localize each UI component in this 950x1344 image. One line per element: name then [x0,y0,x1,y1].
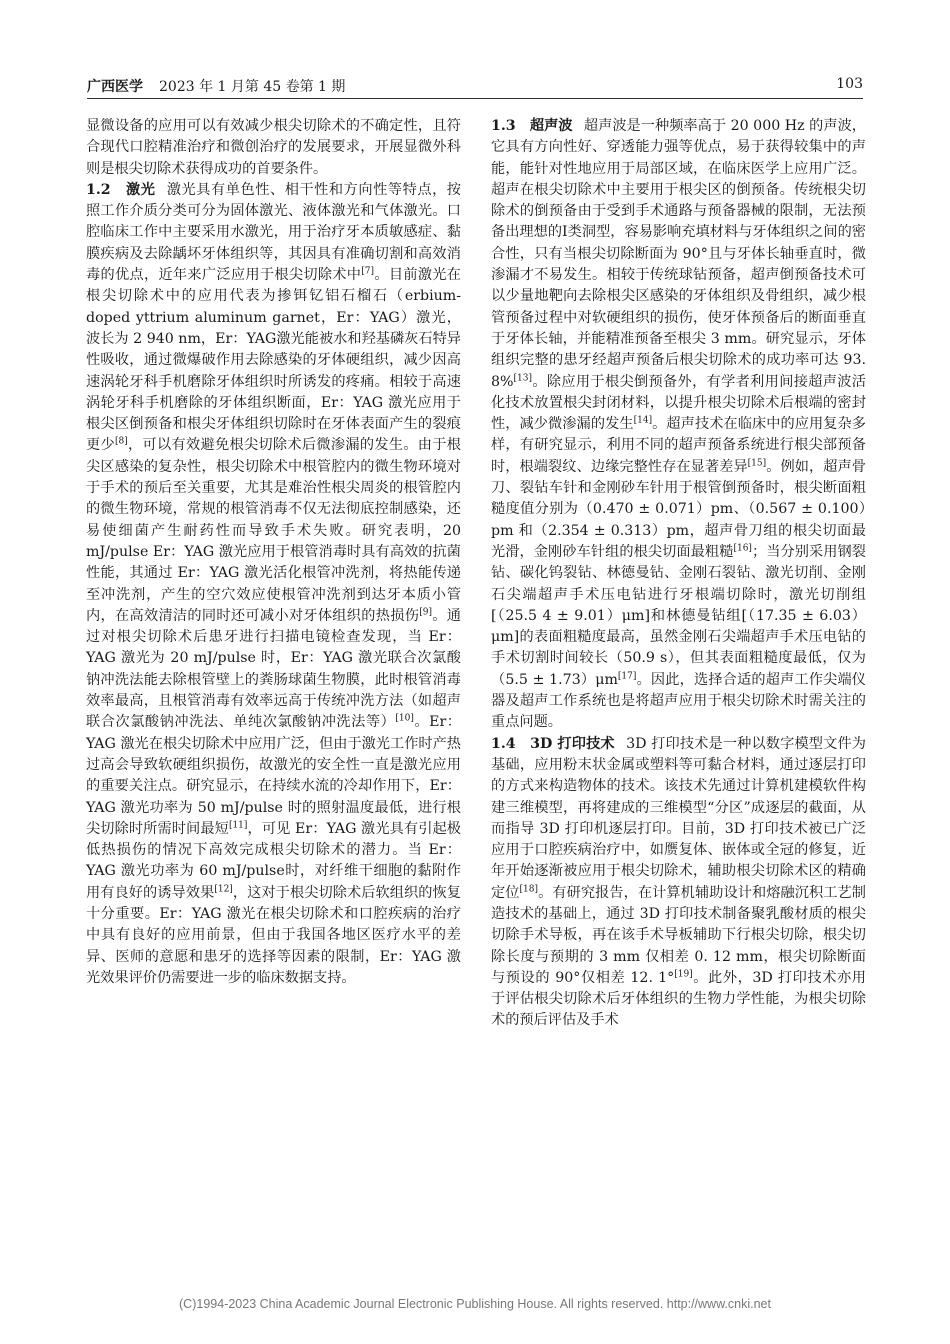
page-number: 103 [836,76,863,92]
continued-paragraph: 显微设备的应用可以有效减少根尖切除术的不确定性，且符合现代口腔精准治疗和微创治疗的发展要求，开展显微外科则是根尖切除术获得成功的首要条件。 [86,118,461,177]
citation-ref[interactable]: [12] [214,883,233,894]
section-1-4-paragraph [491,734,866,1032]
body-text: ；当分别采用钢裂钻、碳化钨裂钻、林德曼钻、金刚石裂钻、激光切削、金刚石尖端超声手术压电钻进行牙根端切除时，激光切削组[（25.5 4 ± 9.01）μm]和林德曼钻组[（17.35 ± 6.03）μm]的表面粗糙度最高，虽然金刚石尖端超声手术压电钻的手术切割时间较长（50.9 s），但其表面粗糙度最低，仅为（5.5 ± 1.73）μm [491,543,866,688]
section-heading-laser: 1.2 激光 [86,181,156,198]
body-text: ，可以有效避免根尖切除术后微渗漏的发生。由于根尖区感染的复杂性，根尖切除术中根管腔内的微生物环境对于手术的预后至关重要，尤其是难治性根尖周炎的根管腔内的微生物环境，常规的根管消毒不仅无法彻底控制感染，还易使细菌产生耐药性而导致手术失败。研究表明，20 mJ/pulse Er：YAG 激光应用于根管消毒时具有高效的抗菌性能，其通过 Er：YAG 激光活化根管冲洗剂，将热能传递至冲洗剂，产生的空穴效应使根管冲洗剂到达牙本质小管内，在高效清洁的同时还可减小对牙体组织的热损伤 [86,437,461,624]
copyright-footer: (C)1994-2023 China Academic Journal Electronic Publishing House. All rights reserved. http://www.cnki.net [179,1297,771,1311]
journal-name: 广西医学 [87,79,143,95]
body-text: 。Er：YAG 激光在根尖切除术中应用广泛，但由于激光工作时产热过高会导致软硬组织损伤，故激光的安全性一直是激光应用的重要关注点。研究显示，在持续水流的冷却作用下，Er：YAG 激光功率为 50 mJ/pulse 时的照射温度最低，进行根尖切除时所需时间最短 [86,714,461,837]
body-text: 激光具有单色性、相干性和方向性等特点，按照工作介质分类可分为固体激光、液体激光和气体激光。口腔临床工作中主要采用水激光，用于治疗牙本质敏感症、黏膜疾病及去除龋坏牙体组织等，其因具有准确切割和高效消毒的优点，近年来广泛应用于根尖切除术中 [86,181,461,284]
body-text: 。例如，超声骨刀、裂钻车针和金刚砂车针用于根管倒预备时，根尖断面粗糙度值分别为（0.470 ± 0.071）pm、（0.567 ± 0.100）pm 和（2.354 ± 0.313）pm，超声骨刀组的根尖切面最光滑，金刚砂车针组的根尖切面最粗糙 [491,458,866,560]
section-heading-ultrasound: 1.3 超声波 [491,118,573,134]
right-column [491,116,866,1032]
section-1-3-paragraph [491,116,866,734]
citation-ref[interactable]: [15] [747,458,767,469]
citation-ref[interactable]: [13] [513,372,532,383]
body-text: 。超声技术在临床中的应用复杂多样，有研究显示，利用不同的超声预备系统进行根尖部预备时，根端裂纹、边缘完整性存在显著差异 [491,416,866,475]
body-text: 。此外，3D 打印技术亦用于评估根尖切除术后牙体组织的生物力学性能，为根尖切除术的预后评估及手术 [491,969,866,1029]
body-text: 。有研究报告，在计算机辅助设计和熔融沉积工艺制造技术的基础上，通过 3D 打印技术制备聚乳酸材质的根尖切除手术导板，再在该手术导板辅助下行根尖切除，根尖切除长度与预期的 3 mm 仅相差 0. 12 mm，根尖切除断面与预设的 90°仅相差 12. 1° [491,884,866,986]
section-1-2-paragraph [86,180,461,989]
body-text: ，可见 Er：YAG 激光具有引起极低热损伤的情况下高效完成根尖切除术的潜力。当 Er：YAG 激光功率为 60 mJ/pulse时，对纤维干细胞的黏附作用有良好的诱导效果 [86,820,461,901]
body-text: ，这对于根尖切除术后软组织的恢复十分重要。Er：YAG 激光在根尖切除术和口腔疾病的治疗中具有良好的应用前景，但由于我国各地区医疗水平的差异、医师的意愿和患牙的选择等因素的限制，Er：YAG 激光效果评价仍需要进一步的临床数据支持。 [86,884,461,986]
body-text: 超声波是一种频率高于 20 000 Hz 的声波，它具有方向性好、穿透能力强等优点，易于获得较集中的声能，能针对性地应用于局部区域，在临床医学上应用广泛。超声在根尖切除术中主要用于根尖区的倒预备。传统根尖切除术的倒预备由于受到手术通路与预备器械的限制，无法预备出理想的Ⅰ类洞型，容易影响充填材料与牙体组织之间的密合性，只有当根尖切除断面为 90°且与牙体长轴垂直时，微渗漏才不易发生。相较于传统球钻预备，超声倒预备技术可以少量地靶向去除根尖区感染的牙体组织及骨组织，减少根管预备过程中对软硬组织的损伤，使牙体预备后的断面垂直于牙体长轴，并能精准预备至根尖 3 mm。研究显示，牙体组织完整的患牙经超声预备后根尖切除术的成功率可达 93. 8% [491,118,866,390]
body-text: 。除应用于根尖倒预备外，有学者利用间接超声波活化技术放置根尖封闭材料，以提升根尖切除术后根端的密封性，减少微渗漏的发生 [491,373,866,433]
running-header [87,72,863,99]
citation-ref[interactable]: [16] [733,543,752,554]
citation-ref[interactable]: [7] [361,266,375,277]
citation-ref[interactable]: [17] [617,670,637,681]
issue-info: 2023 年 1 月第 45 卷第 1 期 [159,79,346,95]
section-heading-3d-printing: 1.4 3D 打印技术 [491,735,615,752]
citation-ref[interactable]: [10] [395,713,414,724]
citation-ref[interactable]: [9] [419,607,432,618]
body-text: 。通过对根尖切除术后患牙进行扫描电镜检查发现，当 Er：YAG 激光为 20 mJ/pulse 时，Er：YAG 激光联合次氯酸钠冲洗法能去除根管壁上的粪肠球菌生物膜，此时根管消毒效率最高，且根管消毒有效率远高于传统冲洗方法（如超声联合次氯酸钠冲洗法、单纯次氯酸钠冲洗法等） [86,607,461,731]
citation-ref[interactable]: [18] [519,883,539,894]
body-text: 。因此，选择合适的超声工作尖端仪器及超声工作系统也是将超声应用于根尖切除术时需关注的重点问题。 [491,671,866,731]
body-text: 3D 打印技术是一种以数字模型文件为基础，应用粉末状金属或塑料等可黏合材料，通过逐层打印的方式来构造物体的技术。该技术先通过计算机建模软件构建三维模型，再将建成的三维模型“分区”成逐层的截面，从而指导 3D 打印机逐层打印。目前，3D 打印技术被已广泛应用于口腔疾病治疗中，如赝复体、嵌体或全冠的修复，近年开始逐渐被应用于根尖切除术，辅助根尖切除术区的精确定位 [491,735,866,901]
left-column [86,116,461,989]
body-text: 。目前激光在根尖切除术中的应用代表为掺铒钇铝石榴石（erbium-doped yttrium aluminum garnet，Er：YAG）激光，波长为 2 940 nm，Er：YAG激光能被水和羟基磷灰石特异性吸收，通过微爆破作用去除感染的牙体硬组织，减少因高速涡轮牙科手机磨除牙体组织时所诱发的疼痛。相较于高速涡轮牙科手机磨除的牙体组织断面，Er：YAG 激光应用于根尖区倒预备和根尖牙体组织切除时在牙体表面产生的裂痕更少 [86,267,461,454]
citation-ref[interactable]: [14] [633,415,653,426]
citation-ref[interactable]: [11] [228,820,248,831]
citation-ref[interactable]: [19] [674,969,693,980]
citation-ref[interactable]: [8] [114,436,128,447]
